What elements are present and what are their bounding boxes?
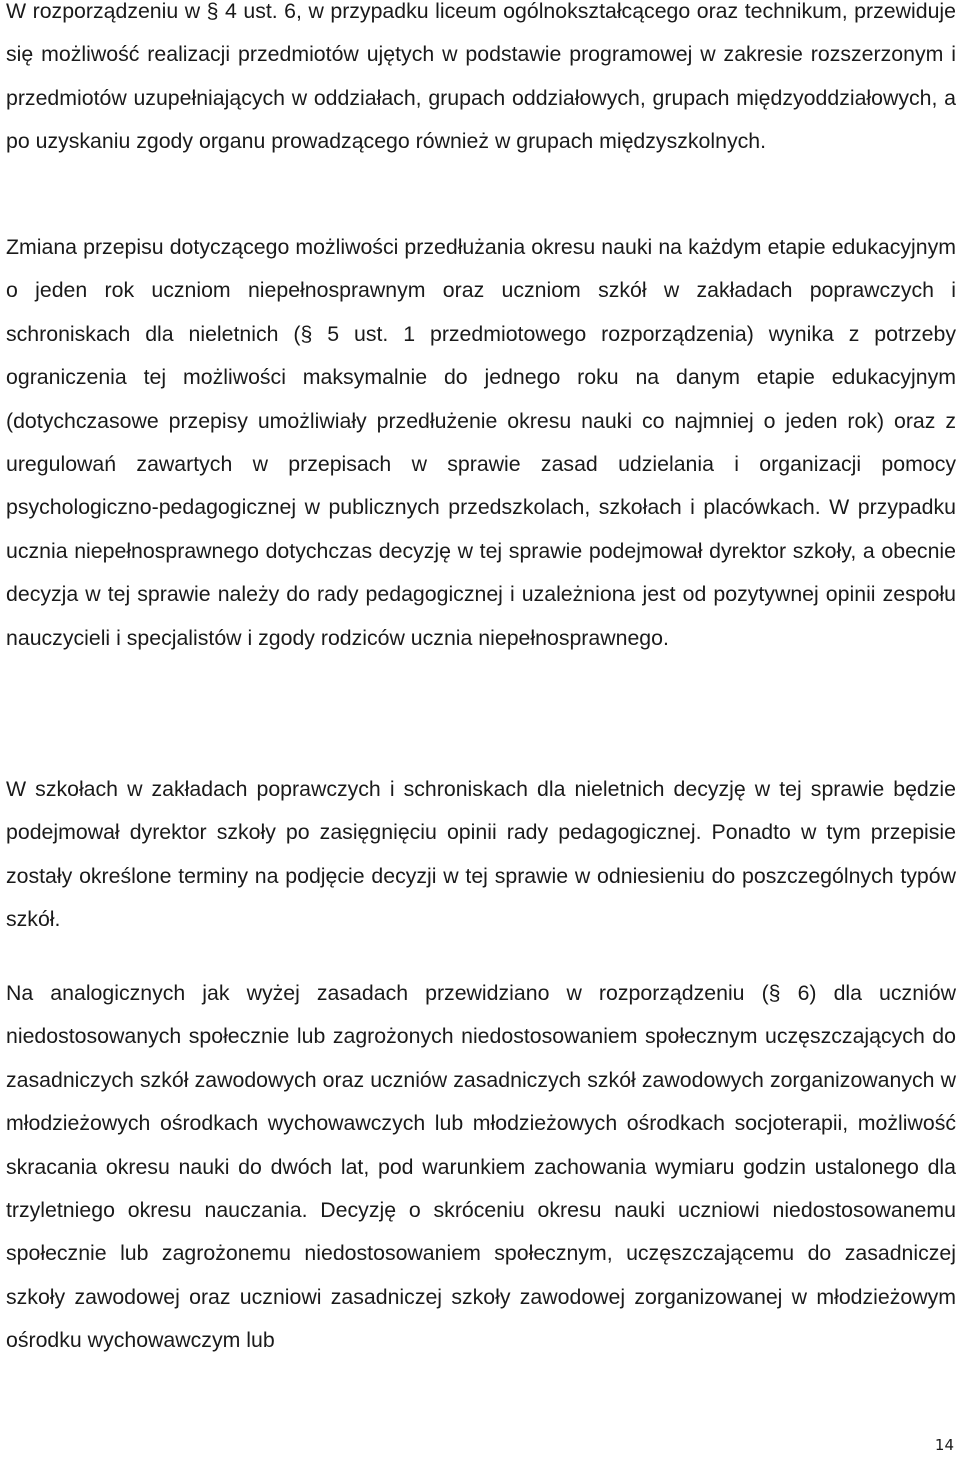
page-number: 14 [934,1436,954,1454]
paragraph-4: Na analogicznych jak wyżej zasadach przewidziano w rozporządzeniu (§ 6) dla uczniów niedostosowanych społecznie lub zagrożonych niedostosowaniem społecznym uczęszczających do zasadniczych szkół zawodowych oraz uczniów zasadniczych szkół zawodowych zorganizowanych w młodzieżowych ośrodkach wychowawczych lub młodzieżowych ośrodkach socjoterapii, możliwość skracania okresu nauki do dwóch lat, pod warunkiem zachowania wymiaru godzin ustalonego dla trzyletniego okresu nauczania. Decyzję o skróceniu okresu nauki uczniowi niedostosowanemu społecznie lub zagrożonemu niedostosowaniem społecznym, uczęszczającemu do zasadniczej szkoły zawodowej oraz uczniowi zasadniczej szkoły zawodowej zorganizowanej w młodzieżowym ośrodku wychowawczym lub [6,981,956,1353]
paragraph-2: Zmiana przepisu dotyczącego możliwości przedłużania okresu nauki na każdym etapie edukacyjnym o jeden rok uczniom niepełnosprawnym oraz uczniom szkół w zakładach poprawczych i schroniskach dla nieletnich (§ 5 ust. 1 przedmiotowego rozporządzenia) wynika z potrzeby ograniczenia tej możliwości maksymalnie do jednego roku na danym etapie edukacyjnym (dotychczasowe przepisy umożliwiały przedłużenie okresu nauki co najmniej o jeden rok) oraz z uregulowań zawartych w przepisach w sprawie zasad udzielania i organizacji pomocy psychologiczno-pedagogicznej w publicznych przedszkolach, szkołach i placówkach. W przypadku ucznia niepełnosprawnego dotychczas decyzję w tej sprawie podejmował dyrektor szkoły, a obecnie decyzja w tej sprawie należy do rady pedagogicznej i uzależniona jest od pozytywnej opinii zespołu nauczycieli i specjalistów i zgody rodziców ucznia niepełnosprawnego. [6,235,956,650]
paragraph-1: W rozporządzeniu w § 4 ust. 6, w przypadku liceum ogólnokształcącego oraz technikum, przewiduje się możliwość realizacji przedmiotów ujętych w podstawie programowej w zakresie rozszerzonym i przedmiotów uzupełniających w oddziałach, grupach oddziałowych, grupach międzyoddziałowych, a po uzyskaniu zgody organu prowadzącego również w grupach międzyszkolnych. [6,0,956,154]
paragraph-3: W szkołach w zakładach poprawczych i schroniskach dla nieletnich decyzję w tej sprawie będzie podejmował dyrektor szkoły po zasięgnięciu opinii rady pedagogicznej. Ponadto w tym przepisie zostały określone terminy na podjęcie decyzji w tej sprawie w odniesieniu do poszczególnych typów szkół. [6,777,956,932]
